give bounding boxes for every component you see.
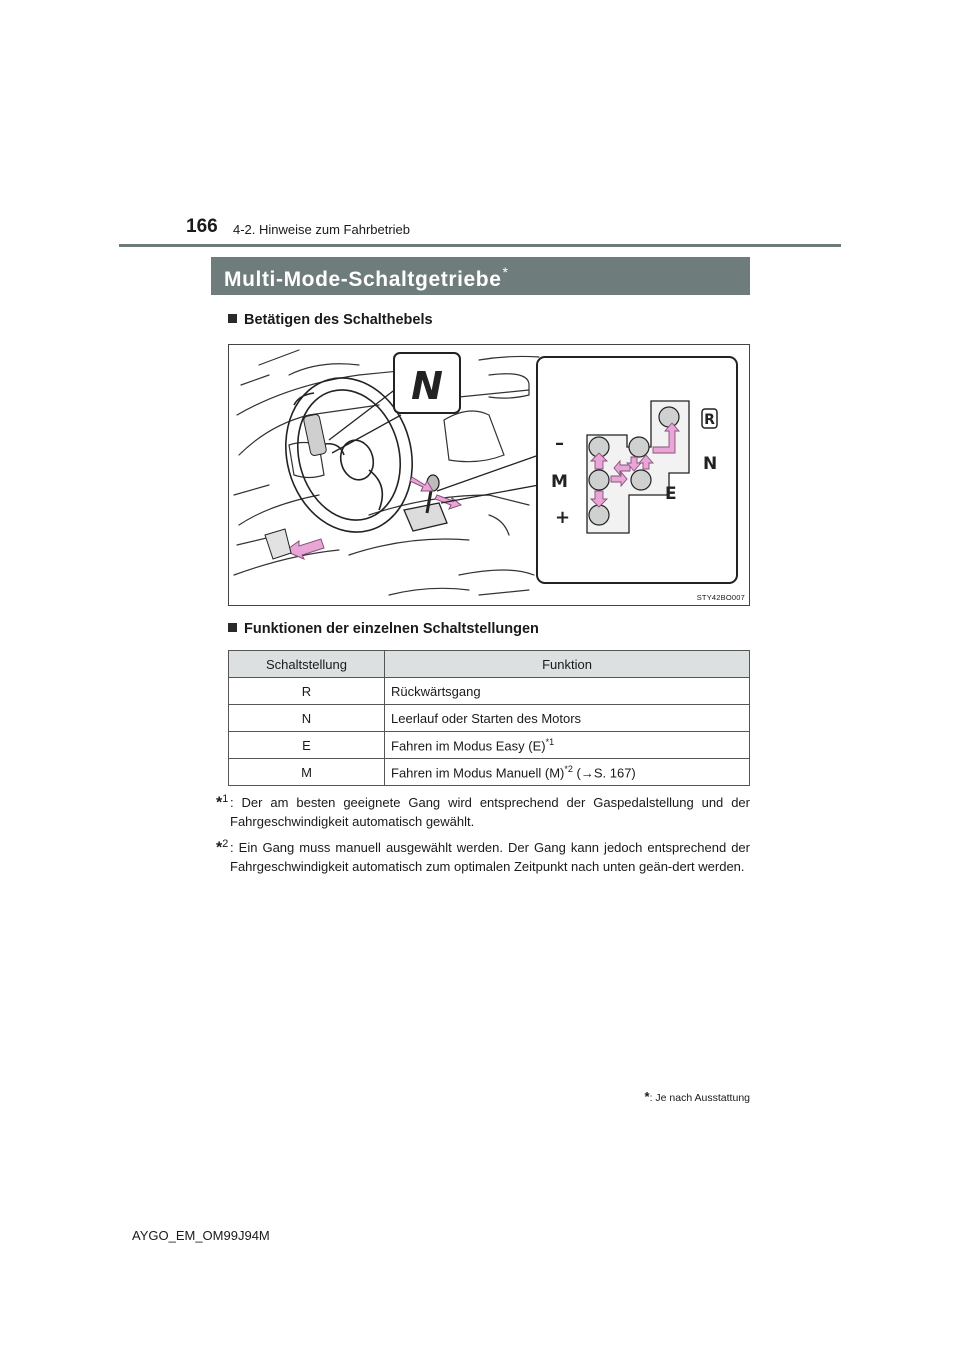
section-heading-operation — [228, 312, 433, 328]
section-heading-operation-text: Betätigen des Schalthebels — [244, 312, 433, 328]
shift-position-table — [228, 650, 750, 786]
page-title — [211, 257, 750, 295]
section-heading-functions — [228, 621, 539, 637]
document-code: AYGO_EM_OM99J94M — [132, 1228, 270, 1243]
footnote-2 — [216, 835, 750, 876]
cell-function — [385, 705, 750, 732]
header-rule — [119, 244, 841, 247]
footnote-ref: *2 — [564, 763, 573, 774]
cell-position: M — [229, 759, 385, 786]
table-header-row — [229, 651, 750, 678]
table-row — [229, 759, 750, 786]
lever-callout-lines — [437, 455, 539, 503]
cell-function-text: Fahren im Modus Manuell (M) — [391, 765, 565, 781]
pedal-arrow — [285, 539, 324, 559]
page-cross-reference: (→S. 167) — [572, 765, 636, 781]
figure-code: STY42BO007 — [696, 593, 745, 602]
display-callout-lines — [329, 385, 401, 453]
column-header-function: Funktion — [385, 651, 750, 678]
label-e: E — [665, 484, 677, 504]
page-title-text: Multi-Mode-Schaltgetriebe — [224, 268, 502, 291]
cell-function-text: Fahren im Modus Easy (E) — [391, 738, 546, 754]
footnote-text: : Je nach Ausstattung — [649, 1092, 750, 1104]
cell-position: R — [229, 678, 385, 705]
cell-position: N — [229, 705, 385, 732]
label-m: M — [551, 472, 568, 492]
note-text: : Ein Gang muss manuell ausgewählt werden. Der Gang kann jedoch entsprechend der Fahrgeschwindigkeit automatisch zum optimalen Zeitpunkt nach unten geän-dert werden. — [230, 840, 750, 875]
pedal — [265, 529, 291, 559]
cockpit-illustration — [229, 345, 749, 605]
note-number: 2 — [222, 838, 229, 850]
footnote-ref: *1 — [545, 736, 555, 747]
cell-function — [385, 759, 750, 786]
cell-position: E — [229, 732, 385, 759]
note-asterisk: * — [216, 794, 223, 812]
note-number: 1 — [222, 793, 229, 805]
equipment-footnote — [645, 1089, 750, 1104]
section-heading-functions-text: Funktionen der einzelnen Schaltstellungen — [244, 621, 539, 637]
instrument-cluster — [303, 414, 327, 456]
note-asterisk: * — [216, 839, 223, 857]
column-header-position: Schaltstellung — [229, 651, 385, 678]
gear-display-glyph: N — [411, 364, 443, 408]
table-row — [229, 678, 750, 705]
square-bullet-icon — [228, 623, 237, 632]
shift-lever-figure — [228, 344, 750, 606]
footnote-asterisk: * — [644, 1089, 650, 1104]
page-number: 166 — [186, 216, 218, 237]
cell-function — [385, 678, 750, 705]
cell-function-text: Rückwärtsgang — [391, 683, 481, 699]
table-row — [229, 732, 750, 759]
table-row — [229, 705, 750, 732]
cell-function — [385, 732, 750, 759]
label-plus: + — [555, 507, 571, 528]
label-n: N — [703, 454, 718, 474]
footnote-1 — [216, 790, 750, 831]
dashboard-lines — [234, 350, 539, 595]
title-asterisk: * — [502, 264, 509, 280]
note-text: : Der am besten geeignete Gang wird entsprechend der Gaspedalstellung und der Fahrgeschwindigkeit automatisch gewählt. — [230, 795, 750, 830]
label-r: R — [704, 412, 715, 428]
square-bullet-icon — [228, 314, 237, 323]
section-reference: 4-2. Hinweise zum Fahrbetrieb — [233, 222, 411, 237]
label-minus: – — [555, 433, 564, 454]
cell-function-text: Leerlauf oder Starten des Motors — [391, 710, 582, 726]
